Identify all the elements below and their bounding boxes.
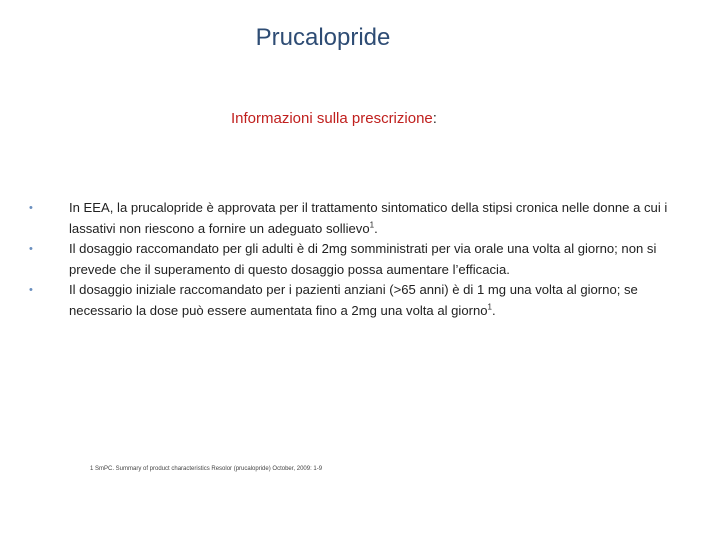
bullet-list: [29, 198, 669, 321]
bullet-item-elderly-dose: [29, 280, 669, 321]
bullet-text-end: .: [492, 302, 496, 318]
reference-superscript: 1: [369, 220, 375, 230]
heading-colon: :: [432, 110, 437, 127]
bullet-text: [69, 241, 656, 277]
bullet-text: [69, 200, 667, 236]
bullet-text-body: Il dosaggio iniziale raccomandato per i pazienti anziani (>65 anni) è di 1 mg una volta al giorno; se necessario la dose può essere aumentata fino a 2mg una volta al giorno: [69, 282, 638, 318]
reference-superscript: 1: [487, 302, 492, 312]
bullet-dot-icon: •: [29, 202, 33, 214]
bullet-dot-icon: •: [29, 243, 33, 255]
bullet-dot-icon: •: [29, 284, 33, 296]
bullet-text-body: In EEA, la prucalopride è approvata per il trattamento sintomatico della stipsi cronica nelle donne a cui i lassativi non riescono a fornire un adeguato sollievo: [69, 200, 668, 236]
bullet-text: [69, 282, 638, 318]
prescription-info-heading: [231, 110, 437, 127]
slide-title: Prucalopride: [255, 24, 391, 51]
bullet-text-body: Il dosaggio raccomandato per gli adulti è di 2mg somministrati per via orale una volta al giorno; non si prevede che il superamento di questo dosaggio possa aumentare l’efficacia.: [69, 241, 657, 277]
bullet-item-adult-dose: [29, 239, 669, 280]
bullet-text-end: .: [374, 220, 378, 236]
bullet-item-approval: [29, 198, 669, 239]
prescription-info-heading-text: Informazioni sulla prescrizione: [231, 110, 433, 127]
footnote-reference: 1 SmPC. Summary of product characteristics Resolor (prucalopride) October, 2009: 1-9: [90, 466, 323, 472]
